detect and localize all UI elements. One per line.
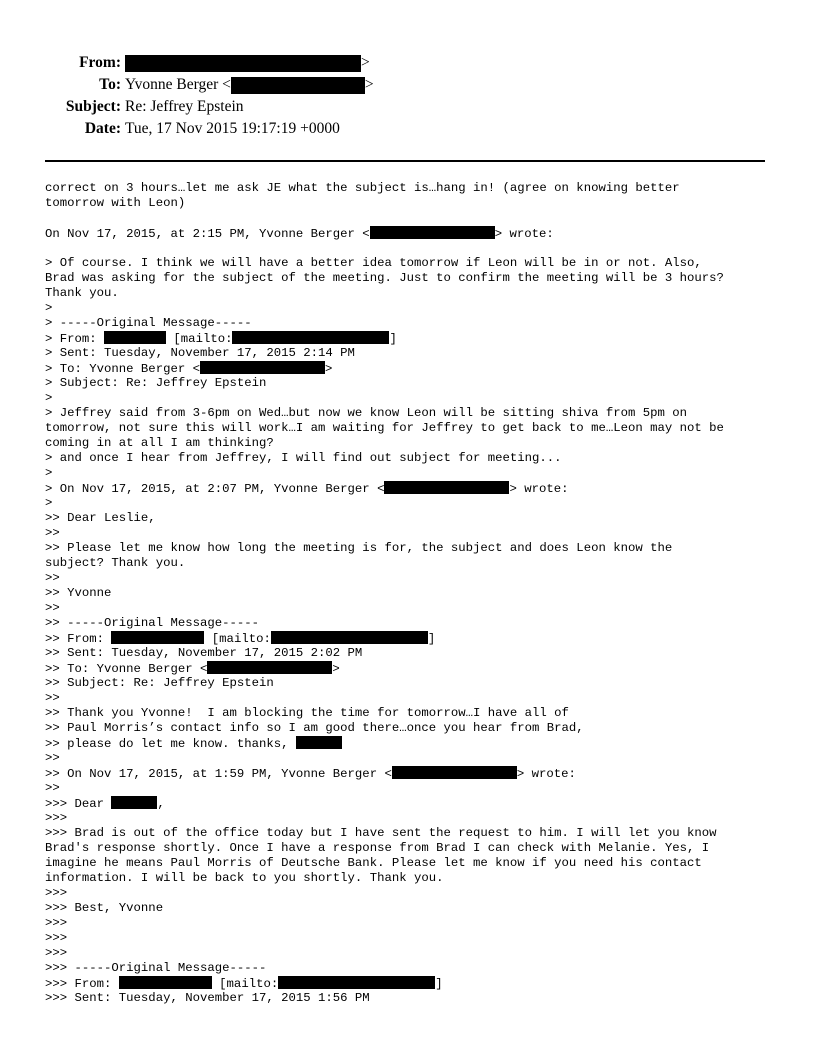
body-line xyxy=(45,376,785,391)
line-text: Thank you. xyxy=(45,286,119,300)
line-text: > Jeffrey said from 3-6pm on Wed…but now we know Leon will be sitting shiva from 5pm on xyxy=(45,406,688,420)
line-text: >> Please let me know how long the meeting is for, the subject and does Leon know the xyxy=(45,541,673,555)
line-text: >> xyxy=(45,781,60,795)
body-line xyxy=(45,586,785,601)
from-label: From: xyxy=(79,54,121,71)
redaction-block xyxy=(271,631,428,644)
line-text-after: , xyxy=(157,797,165,811)
line-text: >> Thank you Yvonne! I am blocking the time for tomorrow…I have all of xyxy=(45,706,569,720)
line-text: correct on 3 hours…let me ask JE what the subject is…hang in! (agree on knowing better xyxy=(45,181,680,195)
body-line xyxy=(45,601,785,616)
line-text: >> Sent: Tuesday, November 17, 2015 2:02 PM xyxy=(45,646,363,660)
line-text-after: [mailto: xyxy=(166,332,233,346)
body-line xyxy=(45,766,785,781)
body-line xyxy=(45,196,785,211)
line-text: >>> xyxy=(45,916,68,930)
body-line xyxy=(45,481,785,496)
line-text: >>> Dear xyxy=(45,797,112,811)
subject-label: Subject: xyxy=(65,98,121,115)
body-line xyxy=(45,661,785,676)
line-text-after: [mailto: xyxy=(204,632,271,646)
redaction-block xyxy=(125,55,361,72)
line-text: >> please do let me know. thanks, xyxy=(45,737,296,751)
redaction-block xyxy=(111,631,204,644)
redaction-block xyxy=(111,796,157,809)
body-line xyxy=(45,856,785,871)
body-line xyxy=(45,706,785,721)
body-line xyxy=(45,571,785,586)
line-text: subject? Thank you. xyxy=(45,556,186,570)
line-text-after: > wrote: xyxy=(509,482,569,496)
body-line xyxy=(45,631,785,646)
body-line xyxy=(45,871,785,886)
line-text: >>> -----Original Message----- xyxy=(45,961,267,975)
line-text: > -----Original Message----- xyxy=(45,316,252,330)
body-line xyxy=(45,406,785,421)
body-line xyxy=(45,916,785,931)
line-text: >>> xyxy=(45,811,68,825)
body-line xyxy=(45,511,785,526)
line-text: >> Dear Leslie, xyxy=(45,511,156,525)
line-text: >> Subject: Re: Jeffrey Epstein xyxy=(45,676,274,690)
line-text: imagine he means Paul Morris of Deutsche Bank. Please let me know if you need his contact xyxy=(45,856,702,870)
body-line xyxy=(45,961,785,976)
to-after: > xyxy=(364,76,374,93)
to-label: To: xyxy=(99,76,121,93)
line-text-after: > xyxy=(324,362,333,376)
line-text: >> Paul Morris’s contact info so I am good there…once you hear from Brad, xyxy=(45,721,584,735)
body-line xyxy=(45,811,785,826)
line-text: > Of course. I think we will have a better idea tomorrow if Leon will be in or not. Also, xyxy=(45,256,702,270)
line-text: > and once I hear from Jeffrey, I will find out subject for meeting... xyxy=(45,451,562,465)
date-value: Tue, 17 Nov 2015 19:17:19 +0000 xyxy=(125,120,340,137)
line-text: >>> xyxy=(45,886,68,900)
body-line xyxy=(45,346,785,361)
body-line xyxy=(45,226,785,241)
line-text: > From: xyxy=(45,332,105,346)
body-line xyxy=(45,361,785,376)
line-text: >>> Brad is out of the office today but I have sent the request to him. I will let you know xyxy=(45,826,717,840)
body-line xyxy=(45,316,785,331)
body-line xyxy=(45,976,785,991)
line-text-end: ] xyxy=(435,977,443,991)
line-text: >> xyxy=(45,601,60,615)
line-text: coming in at all I am thinking? xyxy=(45,436,274,450)
line-text: >>> Best, Yvonne xyxy=(45,901,164,915)
line-text: tomorrow, not sure this will work…I am waiting for Jeffrey to get back to me…Leon may not be xyxy=(45,421,724,435)
body-line xyxy=(45,331,785,346)
line-text-after: > wrote: xyxy=(494,227,554,241)
body-line xyxy=(45,691,785,706)
line-text: > Subject: Re: Jeffrey Epstein xyxy=(45,376,267,390)
body-line xyxy=(45,286,785,301)
body-line xyxy=(45,436,785,451)
body-line xyxy=(45,616,785,631)
line-text: >> -----Original Message----- xyxy=(45,616,260,630)
body-line xyxy=(45,556,785,571)
line-text-end: ] xyxy=(427,632,436,646)
body-line xyxy=(45,256,785,271)
line-text-after: [mailto: xyxy=(211,977,279,991)
from-after: > xyxy=(361,54,370,71)
body-line xyxy=(45,541,785,556)
from-value xyxy=(125,52,370,74)
body-line xyxy=(45,721,785,736)
date-label: Date: xyxy=(84,120,121,137)
body-line xyxy=(45,991,785,1006)
line-text: >>> xyxy=(45,946,68,960)
body-line xyxy=(45,886,785,901)
body-line xyxy=(45,796,785,811)
line-text-end: ] xyxy=(389,332,397,346)
line-text: >>> xyxy=(45,931,68,945)
redaction-block xyxy=(278,976,435,989)
subject-value: Re: Jeffrey Epstein xyxy=(125,98,244,115)
redaction-block xyxy=(384,481,509,494)
line-text: > xyxy=(45,496,53,510)
body-line xyxy=(45,421,785,436)
line-text: > To: Yvonne Berger < xyxy=(45,362,200,376)
line-text: > xyxy=(45,301,53,315)
body-line xyxy=(45,301,785,316)
body-line xyxy=(45,181,785,196)
line-text: > xyxy=(45,466,53,480)
redaction-block xyxy=(296,736,342,749)
body-line xyxy=(45,931,785,946)
body-line xyxy=(45,676,785,691)
line-text: information. I will be back to you shortly. Thank you. xyxy=(45,871,444,885)
line-text: >> xyxy=(45,571,60,585)
redaction-block xyxy=(119,976,212,989)
line-text: >> From: xyxy=(45,632,112,646)
line-text: >>> Sent: Tuesday, November 17, 2015 1:56 PM xyxy=(45,991,370,1005)
body-line xyxy=(45,901,785,916)
body-line xyxy=(45,736,785,751)
line-text: >> xyxy=(45,691,60,705)
line-text-after: > xyxy=(332,662,340,676)
body-line xyxy=(45,391,785,406)
to-name: Yvonne Berger < xyxy=(125,76,231,93)
body-line xyxy=(45,841,785,856)
line-text: >> On Nov 17, 2015, at 1:59 PM, Yvonne Berger < xyxy=(45,767,392,781)
line-text: >>> From: xyxy=(45,977,119,991)
line-text-after: > wrote: xyxy=(516,767,576,781)
body-line xyxy=(45,826,785,841)
line-text: > On Nov 17, 2015, at 2:07 PM, Yvonne Berger < xyxy=(45,482,385,496)
redaction-block xyxy=(370,226,495,239)
line-text: Brad was asking for the subject of the meeting. Just to confirm the meeting will be 3 hours? xyxy=(45,271,724,285)
line-text: Brad's response shortly. Once I have a response from Brad I can check with Melanie. Yes, I xyxy=(45,841,710,855)
body-line xyxy=(45,241,785,256)
line-text: >> xyxy=(45,526,60,540)
line-text: On Nov 17, 2015, at 2:15 PM, Yvonne Berger < xyxy=(45,227,370,241)
body-line xyxy=(45,271,785,286)
body-line xyxy=(45,211,785,226)
line-text: >> Yvonne xyxy=(45,586,112,600)
body-line xyxy=(45,496,785,511)
line-text: >> xyxy=(45,751,60,765)
body-line xyxy=(45,646,785,661)
body-line xyxy=(45,946,785,961)
redaction-block xyxy=(392,766,517,779)
body-line xyxy=(45,781,785,796)
line-text: > Sent: Tuesday, November 17, 2015 2:14 PM xyxy=(45,346,355,360)
email-body xyxy=(45,181,785,1006)
line-text: >> To: Yvonne Berger < xyxy=(45,662,208,676)
body-line xyxy=(45,526,785,541)
body-line xyxy=(45,751,785,766)
to-value xyxy=(125,74,374,96)
redaction-block xyxy=(231,77,365,94)
header-divider xyxy=(45,160,765,162)
redaction-block xyxy=(104,331,166,344)
redaction-block xyxy=(200,361,325,374)
line-text: > xyxy=(45,391,53,405)
redaction-block xyxy=(207,661,332,674)
body-line xyxy=(45,466,785,481)
line-text: tomorrow with Leon) xyxy=(45,196,186,210)
body-line xyxy=(45,451,785,466)
redaction-block xyxy=(232,331,389,344)
